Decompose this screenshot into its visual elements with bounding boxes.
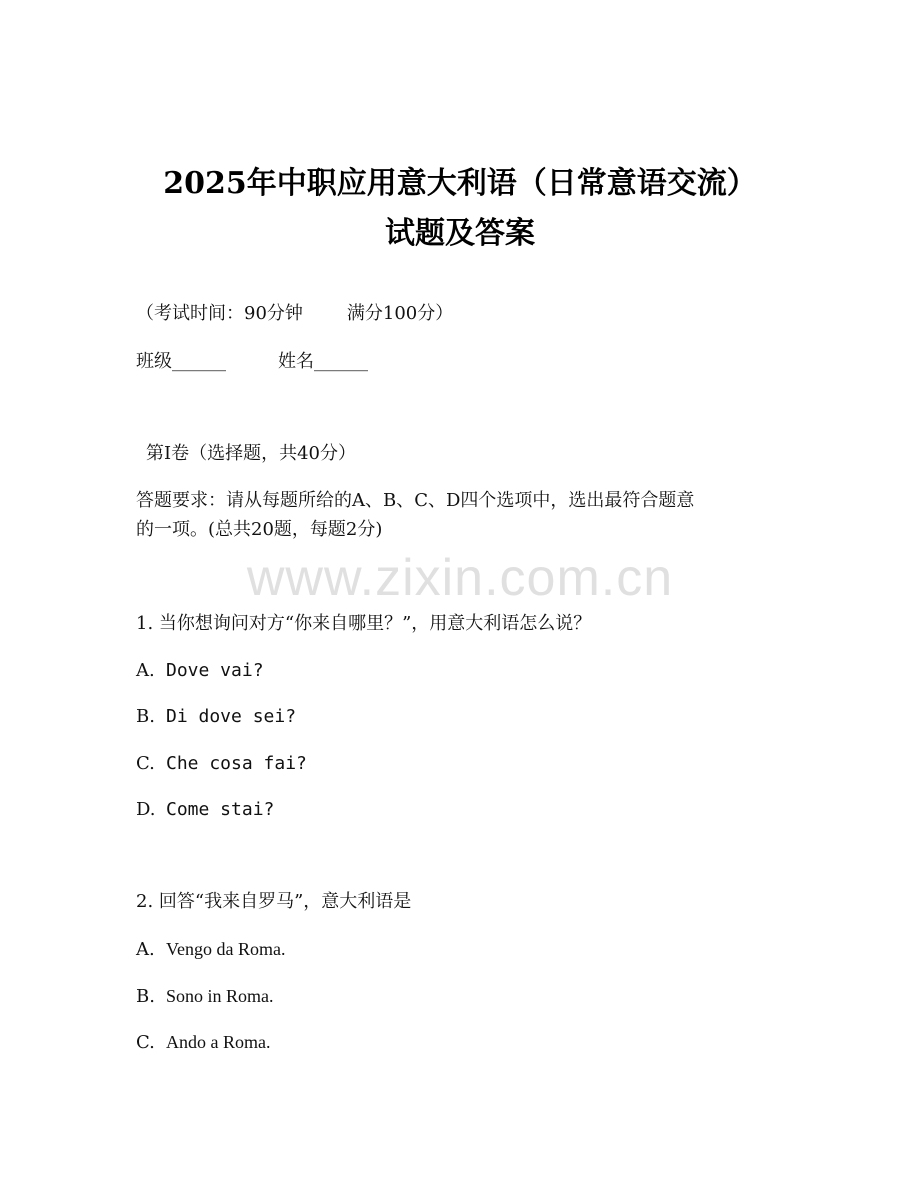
exam-time: （考试时间：90分钟: [136, 303, 303, 324]
instructions-line-1: 答题要求：请从每题所给的A、B、C、D四个选项中，选出最符合题意: [136, 490, 695, 511]
option-text: Come stai?: [166, 799, 275, 820]
option-text: Ando a Roma.: [166, 1032, 271, 1052]
option-label: A.: [136, 660, 155, 681]
option-text: Che cosa fai?: [166, 753, 307, 774]
question-2-stem: 2. 回答“我来自罗马”，意大利语是: [136, 891, 412, 912]
question-1-option-c: [136, 752, 307, 776]
section-heading: 第I卷（选择题，共40分）: [146, 443, 357, 464]
exam-info: [136, 302, 453, 326]
option-label: C.: [136, 753, 155, 774]
question-2-option-b: [136, 984, 274, 1009]
name-field-label: 姓名______: [278, 351, 368, 372]
option-label: C.: [136, 1032, 155, 1053]
question-1-option-b: [136, 705, 296, 729]
option-text: Sono in Roma.: [166, 986, 274, 1006]
question-1-stem: 1. 当你想询问对方“你来自哪里？”，用意大利语怎么说？: [136, 613, 592, 634]
option-text: Di dove sei?: [166, 706, 297, 727]
document-title-line-2: 试题及答案: [385, 216, 535, 251]
option-label: B.: [136, 706, 155, 727]
document-title-line-1: 2025年中职应用意大利语（日常意语交流）: [163, 166, 757, 201]
option-label: D.: [136, 799, 156, 820]
option-text: Dove vai?: [166, 660, 264, 681]
question-1-option-d: [136, 798, 274, 822]
question-2-option-c: [136, 1030, 270, 1055]
watermark: www.zixin.com.cn: [246, 549, 674, 607]
instructions-line-2: 的一项。(总共20题，每题2分): [136, 519, 383, 540]
question-2-option-a: [136, 937, 285, 962]
exam-score: 满分100分）: [346, 303, 454, 324]
option-text: Vengo da Roma.: [166, 939, 286, 959]
option-label: A.: [136, 939, 155, 960]
class-field-label: 班级______: [136, 351, 226, 372]
student-info: [136, 350, 368, 374]
option-label: B.: [136, 986, 155, 1007]
question-1-option-a: [136, 659, 264, 683]
